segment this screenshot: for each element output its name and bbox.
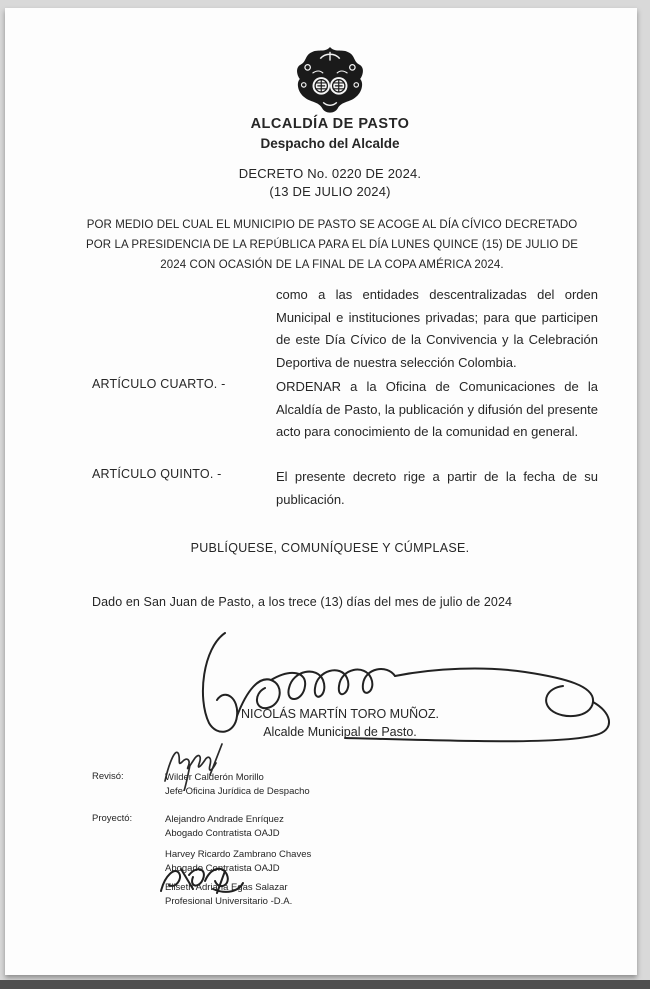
drafter-name: Alejandro Andrade Enríquez <box>165 814 284 825</box>
signatory-block <box>5 705 637 741</box>
footer-drafted-entry-3 <box>165 881 292 909</box>
reviewer-name: Wilder Calderón Morillo <box>165 772 264 783</box>
footer-reviewed-entry <box>165 771 310 799</box>
mayor-title: Alcalde Municipal de Pasto. <box>263 725 417 739</box>
letterhead <box>5 116 637 199</box>
drafter-name: Harvey Ricardo Zambrano Chaves <box>165 849 312 860</box>
office-name: Despacho del Alcalde <box>260 136 400 151</box>
article-quinto-label: ARTÍCULO QUINTO. - <box>92 467 222 481</box>
city-crest-icon <box>292 46 368 116</box>
decree-date: (13 DE JULIO 2024) <box>269 184 391 199</box>
reviewer-role: Jefe Oficina Jurídica de Despacho <box>165 786 310 797</box>
article-cuarto-text: ORDENAR a la Oficina de Comunicaciones de la Alcaldía de Pasto, la publicación y difusión del presente acto para conocimiento de la comunidad en general. <box>276 379 598 439</box>
drafter-role: Abogado Contratista OAJD <box>165 828 280 839</box>
closing-formula: PUBLÍQUESE, COMUNÍQUESE Y CÚMPLASE. <box>190 541 470 555</box>
footer-drafted-entry-1 <box>165 813 284 841</box>
decree-title: POR MEDIO DEL CUAL EL MUNICIPIO DE PASTO SE ACOGE AL DÍA CÍVICO DECRETADO POR LA PRESIDENCIA DE LA REPÚBLICA PARA EL DÍA LUNES QUINCE (15) DE JULIO DE 2024 CON OCASIÓN DE LA FINAL DE LA COPA AMÉRICA 2024. <box>85 219 579 271</box>
institution-name: ALCALDÍA DE PASTO <box>250 116 410 132</box>
mayor-name: NICOLÁS MARTÍN TORO MUÑOZ. <box>241 707 439 721</box>
place-date-line: Dado en San Juan de Pasto, a los trece (13) días del mes de julio de 2024 <box>92 595 513 609</box>
scan-edge-bar <box>0 980 650 989</box>
decree-page <box>5 8 637 975</box>
continuation-paragraph: como a las entidades descentralizadas del orden Municipal e instituciones privadas; para que participen de este Día Cívico de la Convivencia y la Celebración Deportiva de nuestra selección Colombia. <box>276 287 598 370</box>
footer-drafted-label: Proyectó: <box>92 813 133 824</box>
drafter-name: Eliseth Adriana Egas Salazar <box>165 882 288 893</box>
footer-reviewed-label: Revisó: <box>92 771 124 782</box>
article-cuarto-label: ARTÍCULO CUARTO. - <box>92 377 226 391</box>
drafter-role: Abogado Contratista OAJD <box>165 863 280 874</box>
drafter-role: Profesional Universitario -D.A. <box>165 896 293 907</box>
article-quinto-text: El presente decreto rige a partir de la fecha de su publicación. <box>276 469 598 507</box>
decree-number: DECRETO No. 0220 DE 2024. <box>238 166 422 181</box>
